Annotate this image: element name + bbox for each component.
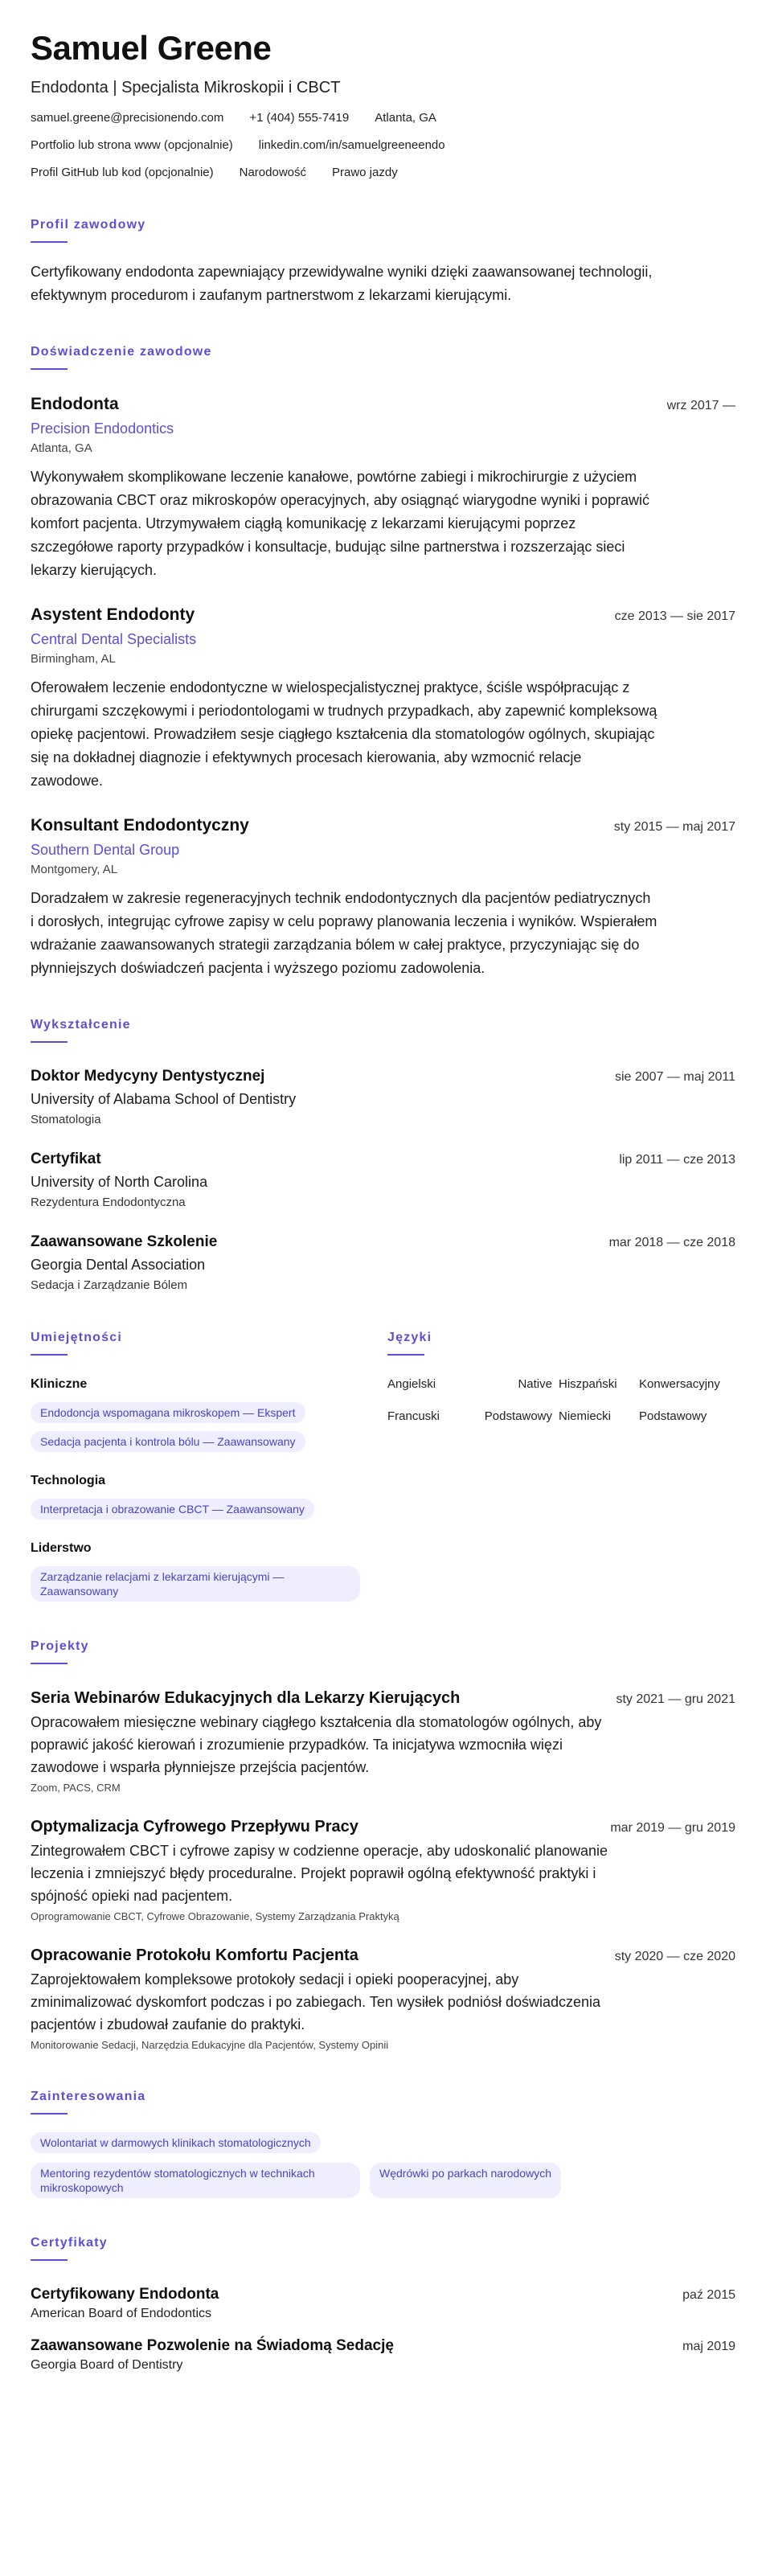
certification-name: Certyfikowany Endodonta [31, 2286, 219, 2303]
company-name: Southern Dental Group [31, 842, 180, 858]
section-title: Wykształcenie [31, 1018, 131, 1032]
projects-section [31, 1639, 735, 2052]
project-dates: sty 2020 — cze 2020 [614, 1950, 735, 1963]
section-divider [31, 2259, 68, 2261]
language-name: Francuski [387, 1409, 440, 1423]
language-name: Hiszpański [559, 1377, 617, 1391]
job-location: Birmingham, AL [31, 652, 116, 666]
phone-number[interactable]: +1 (404) 555-7419 [249, 111, 350, 125]
project-name: Seria Webinarów Edukacyjnych dla Lekarzy Kierujących [31, 1689, 461, 1707]
linkedin-link[interactable]: linkedin.com/in/samuelgreeneendo [258, 138, 445, 152]
job-role: Asystent Endodonty [31, 605, 195, 624]
project-entry [31, 1946, 735, 2052]
education-dates: sie 2007 — maj 2011 [614, 1070, 735, 1084]
company-name: Precision Endodontics [31, 420, 174, 437]
experience-entry [31, 605, 735, 793]
certification-issuer: American Board of Endodontics [31, 2307, 212, 2320]
education-section [31, 1017, 735, 1293]
project-tech: Monitorowanie Sedacji, Narzędzia Edukacyjne dla Pacjentów, Systemy Opinii [31, 2039, 389, 2051]
job-dates: wrz 2017 — [666, 399, 735, 412]
location-text: Atlanta, GA [375, 111, 436, 125]
job-description: Wykonywałem skomplikowane leczenie kanałowe, powtórne zabiegi i mikrochirurgie z użyciem obrazowania CBCT oraz mikroskopów operacyjnych, aby osiągnąć wiarygodne wyniki i poprawić komfort pacjenta. Utrzymywałem ciągłą komunikację z lekarzami kierującymi poprzez szczegółowe raporty przypadków i konsultacje, budując silne partnerstwa i rozszerzając sieci lekarzy kierujących. [31, 469, 650, 578]
language-level: Podstawowy [484, 1409, 552, 1423]
field-of-study: Sedacja i Zarządzanie Bólem [31, 1278, 188, 1292]
project-entry [31, 1817, 735, 1923]
section-title: Doświadczenie zawodowe [31, 345, 212, 359]
skill-group-title: Liderstwo [31, 1541, 92, 1555]
nationality-text: Narodowość [239, 166, 306, 179]
contact-row-extra [31, 166, 735, 180]
language-name: Niemiecki [559, 1409, 612, 1423]
section-divider [31, 1354, 68, 1356]
project-name: Optymalizacja Cyfrowego Przepływu Pracy [31, 1818, 358, 1836]
experience-entry [31, 394, 735, 582]
section-title: Języki [387, 1331, 432, 1344]
skill-chip: Zarządzanie relacjami z lekarzami kierującymi — Zaawansowany [31, 1566, 360, 1602]
job-description: Doradzałem w zakresie regeneracyjnych technik endodontycznych dla pacjentów pediatrycznych i dorosłych, integrując cyfrowe zapisy w celu poprawy planowania leczenia i wyników. Wspierałem wdrażanie zaawansowanych strategii zarządzania bólem w całej praktyce, przyczyniając się do płynniejszych doświadczeń pacjenta i wyższego poziomu zadowolenia. [31, 890, 657, 976]
skill-group-title: Technologia [31, 1474, 106, 1487]
job-location: Atlanta, GA [31, 441, 92, 455]
section-divider [31, 1041, 68, 1043]
candidate-headline: Endodonta | Specjalista Mikroskopii i CBCT [31, 79, 341, 96]
portfolio-link[interactable]: Portfolio lub strona www (opcjonalnie) [31, 138, 233, 152]
interests-list [31, 2163, 735, 2198]
degree-name: Doktor Medycyny Dentystycznej [31, 1068, 265, 1085]
project-entry [31, 1688, 735, 1795]
company-name: Central Dental Specialists [31, 631, 197, 647]
summary-text: Certyfikowany endodonta zapewniający przewidywalne wyniki dzięki zaawansowanej technologii, efektywnym procedurom i zaufanym partnerstwom z lekarzami kierującymi. [31, 264, 653, 303]
experience-entry [31, 815, 735, 980]
interest-chip: Mentoring rezydentów stomatologicznych w technikach mikroskopowych [31, 2163, 360, 2198]
skill-group-title: Kliniczne [31, 1377, 88, 1391]
interest-chip: Wolontariat w darmowych klinikach stomatologicznych [31, 2132, 321, 2153]
language-level: Native [518, 1377, 552, 1391]
degree-name: Zaawansowane Szkolenie [31, 1233, 218, 1250]
certification-entry [31, 2285, 735, 2322]
degree-name: Certyfikat [31, 1151, 101, 1167]
certifications-section [31, 2235, 735, 2373]
interest-chip: Wędrówki po parkach narodowych [370, 2163, 561, 2198]
section-title: Profil zawodowy [31, 218, 146, 232]
project-tech: Zoom, PACS, CRM [31, 1782, 121, 1794]
field-of-study: Stomatologia [31, 1113, 101, 1126]
job-description: Oferowałem leczenie endodontyczne w wielospecjalistycznej praktyce, ściśle współpracując z chirurgami szczękowymi i periodontologami w trudnych przypadkach, aby zapewnić kompleksową opiekę pacjentowi. Prowadziłem sesje ciągłego kształcenia dla stomatologów ogólnych, skupiając się na dokładnej diagnozie i efektywnych procesach kierowania, aby wzmocnić relacje zawodowe. [31, 679, 657, 789]
school-name: University of North Carolina [31, 1174, 208, 1190]
education-entry [31, 1233, 735, 1293]
job-role: Endodonta [31, 395, 119, 413]
certification-name: Zaawansowane Pozwolenie na Świadomą Sedację [31, 2337, 394, 2354]
languages-grid [387, 1376, 735, 1425]
section-title: Umiejętności [31, 1331, 122, 1344]
project-description: Zaprojektowałem kompleksowe protokoły sedacji i opieki pooperacyjnej, aby zminimalizować dyskomfort podczas i po zabiegach. Ten wysiłek podniósł doświadczenia pacjentów i zbudował zaufanie do praktyki. [31, 1971, 601, 2032]
project-tech: Oprogramowanie CBCT, Cyfrowe Obrazowanie, Systemy Zarządzania Praktyką [31, 1910, 399, 1922]
github-link[interactable]: Profil GitHub lub kod (opcjonalnie) [31, 166, 214, 179]
certification-issuer: Georgia Board of Dentistry [31, 2358, 183, 2372]
candidate-name: Samuel Greene [31, 29, 272, 67]
project-description: Zintegrowałem CBCT i cyfrowe zapisy w codzienne operacje, aby udoskonalić planowanie leczenia i zmniejszyć błędy proceduralne. Projekt poprawił ogólną efektywność praktyki i spójność opieki nad pacjentem. [31, 1843, 608, 1904]
job-role: Konsultant Endodontyczny [31, 816, 249, 835]
skill-chip: Sedacja pacjenta i kontrola bólu — Zaawansowany [31, 1431, 305, 1452]
project-dates: mar 2019 — gru 2019 [610, 1821, 735, 1835]
interests-section [31, 2089, 735, 2198]
skills-languages-row [31, 1330, 735, 1602]
education-entry [31, 1150, 735, 1210]
language-name: Angielski [387, 1377, 436, 1391]
education-entry [31, 1067, 735, 1127]
resume-header [31, 29, 735, 180]
interests-list [31, 2132, 735, 2153]
project-dates: sty 2021 — gru 2021 [616, 1692, 735, 1706]
section-title: Zainteresowania [31, 2090, 146, 2103]
school-name: Georgia Dental Association [31, 1257, 206, 1273]
language-level: Konwersacyjny [639, 1377, 720, 1391]
driving-license-text: Prawo jazdy [332, 166, 398, 179]
job-location: Montgomery, AL [31, 863, 118, 876]
project-description: Opracowałem miesięczne webinary ciągłego kształcenia dla stomatologów ogólnych, aby poprawić jakość kierowań i zrozumienie przypadków. Ta inicjatywa wzmocniła więzi zawodowe i wsparła płynniejsze przejścia pacjentów. [31, 1714, 602, 1775]
summary-section [31, 217, 735, 307]
section-divider [31, 241, 68, 243]
skill-group [31, 1540, 387, 1602]
skill-group [31, 1473, 387, 1520]
job-dates: sty 2015 — maj 2017 [613, 820, 735, 834]
email-link[interactable]: samuel.greene@precisionendo.com [31, 111, 224, 125]
experience-section [31, 344, 735, 980]
language-level: Podstawowy [639, 1409, 707, 1423]
skills-section [31, 1330, 387, 1602]
section-divider [31, 2113, 68, 2115]
certification-date: maj 2019 [682, 2340, 735, 2353]
certification-date: paź 2015 [682, 2288, 735, 2302]
section-divider [31, 1663, 68, 1664]
school-name: University of Alabama School of Dentistry [31, 1091, 297, 1107]
section-divider [31, 368, 68, 370]
languages-section [387, 1330, 735, 1602]
contact-row-primary [31, 111, 735, 125]
skill-group [31, 1376, 387, 1452]
contact-row-links [31, 138, 735, 153]
project-name: Opracowanie Protokołu Komfortu Pacjenta [31, 1946, 358, 1964]
education-dates: mar 2018 — cze 2018 [608, 1236, 735, 1249]
section-divider [387, 1354, 424, 1356]
skill-chip: Interpretacja i obrazowanie CBCT — Zaawansowany [31, 1499, 314, 1520]
section-title: Projekty [31, 1639, 89, 1653]
field-of-study: Rezydentura Endodontyczna [31, 1196, 186, 1209]
section-title: Certyfikaty [31, 2236, 108, 2250]
certification-entry [31, 2336, 735, 2373]
job-dates: cze 2013 — sie 2017 [614, 609, 735, 623]
skill-chip: Endodoncja wspomagana mikroskopem — Ekspert [31, 1402, 305, 1423]
education-dates: lip 2011 — cze 2013 [619, 1153, 735, 1167]
